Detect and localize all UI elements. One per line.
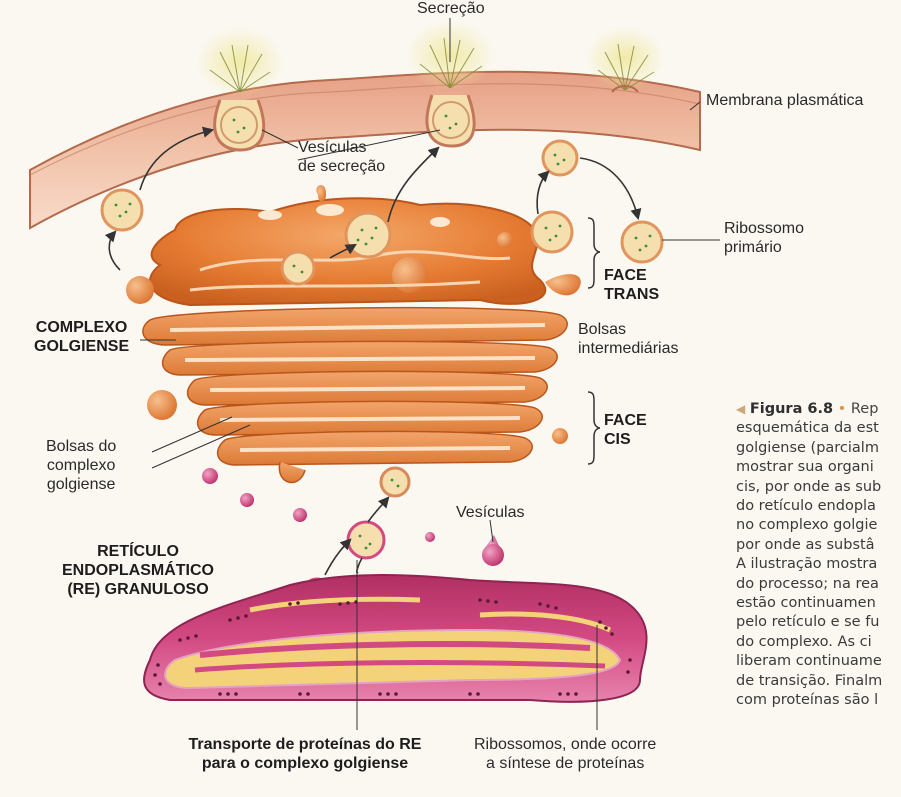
bullet-icon: • <box>837 401 847 417</box>
caption-line: cis, por onde as sub <box>736 478 882 495</box>
trans-face-line2: TRANS <box>604 286 660 303</box>
caption-line: do complexo. As ci <box>736 633 872 650</box>
golgi-cisternae-line1: Bolsas do <box>46 438 117 455</box>
cis-face-label <box>604 411 647 449</box>
ribosomes-label <box>474 735 656 773</box>
intermediate-cisternae-line2: intermediárias <box>578 340 679 357</box>
primary-ribosome-label <box>724 219 804 257</box>
caption-line: mostrar sua organi <box>736 459 874 476</box>
cis-face-line2: CIS <box>604 431 631 448</box>
caption-arrow-icon: ◀ <box>736 402 746 416</box>
caption-line: golgiense (parcialm <box>736 439 879 456</box>
caption-line: de transição. Finalm <box>736 672 883 689</box>
rough-er-line1: RETÍCULO <box>97 543 179 560</box>
transport-label <box>180 735 430 773</box>
caption-line: liberam continuame <box>736 653 882 670</box>
golgi-complex-line1: COMPLEXO <box>35 319 128 336</box>
secretory-vesicles-line1: Vesículas <box>298 139 367 156</box>
trans-face-label <box>604 266 659 304</box>
caption-line: por onde as substâ <box>736 536 875 553</box>
caption-line: do retículo endopla <box>736 498 876 515</box>
ribosomes-line2: a síntese de proteínas <box>485 755 645 772</box>
secretory-vesicles-label <box>298 138 385 176</box>
caption-line-0-text: Rep <box>850 401 879 417</box>
golgi-cisternae-label <box>46 437 116 494</box>
rough-er-line3: (RE) GRANULOSO <box>67 581 209 598</box>
secretion-label: Secreção <box>417 0 485 17</box>
caption-line-0 <box>736 400 901 419</box>
golgi-cisternae-line3: golgiense <box>46 476 116 493</box>
golgi-cisternae-line2: complexo <box>46 457 116 474</box>
caption-line: esquemática da est <box>736 420 879 437</box>
rough-er <box>144 575 647 702</box>
secretory-vesicles-line2: de secreção <box>298 158 386 175</box>
golgi-complex-line2: GOLGIENSE <box>34 338 130 355</box>
primary-ribosome-line2: primário <box>724 239 782 256</box>
transport-line2: para o complexo golgiense <box>201 755 409 772</box>
plasma-membrane-label: Membrana plasmática <box>706 92 864 109</box>
figure-number: Figura 6.8 <box>749 401 834 417</box>
figure-caption <box>736 400 901 711</box>
caption-line: no complexo golgie <box>736 517 878 534</box>
caption-line: pelo retículo e se fu <box>736 614 880 631</box>
intermediate-cisternae-label <box>578 320 678 358</box>
intermediate-cisternae-line1: Bolsas <box>578 321 627 338</box>
primary-ribosome-line1: Ribossomo <box>724 220 805 237</box>
rough-er-label <box>62 542 214 599</box>
caption-line: do processo; na rea <box>736 575 879 592</box>
caption-line: A ilustração mostra <box>736 556 878 573</box>
ribosomes-line1: Ribossomos, onde ocorre <box>474 736 657 753</box>
caption-line: com proteínas são l <box>736 692 879 709</box>
cis-face-line1: FACE <box>604 412 647 429</box>
trans-face-line1: FACE <box>604 267 647 284</box>
transport-line1: Transporte de proteínas do RE <box>188 736 422 753</box>
vesicles-label: Vesículas <box>456 504 525 521</box>
caption-line: estão continuamen <box>736 595 876 612</box>
rough-er-line2: ENDOPLASMÁTICO <box>62 562 214 579</box>
golgi-complex-label <box>34 318 129 356</box>
